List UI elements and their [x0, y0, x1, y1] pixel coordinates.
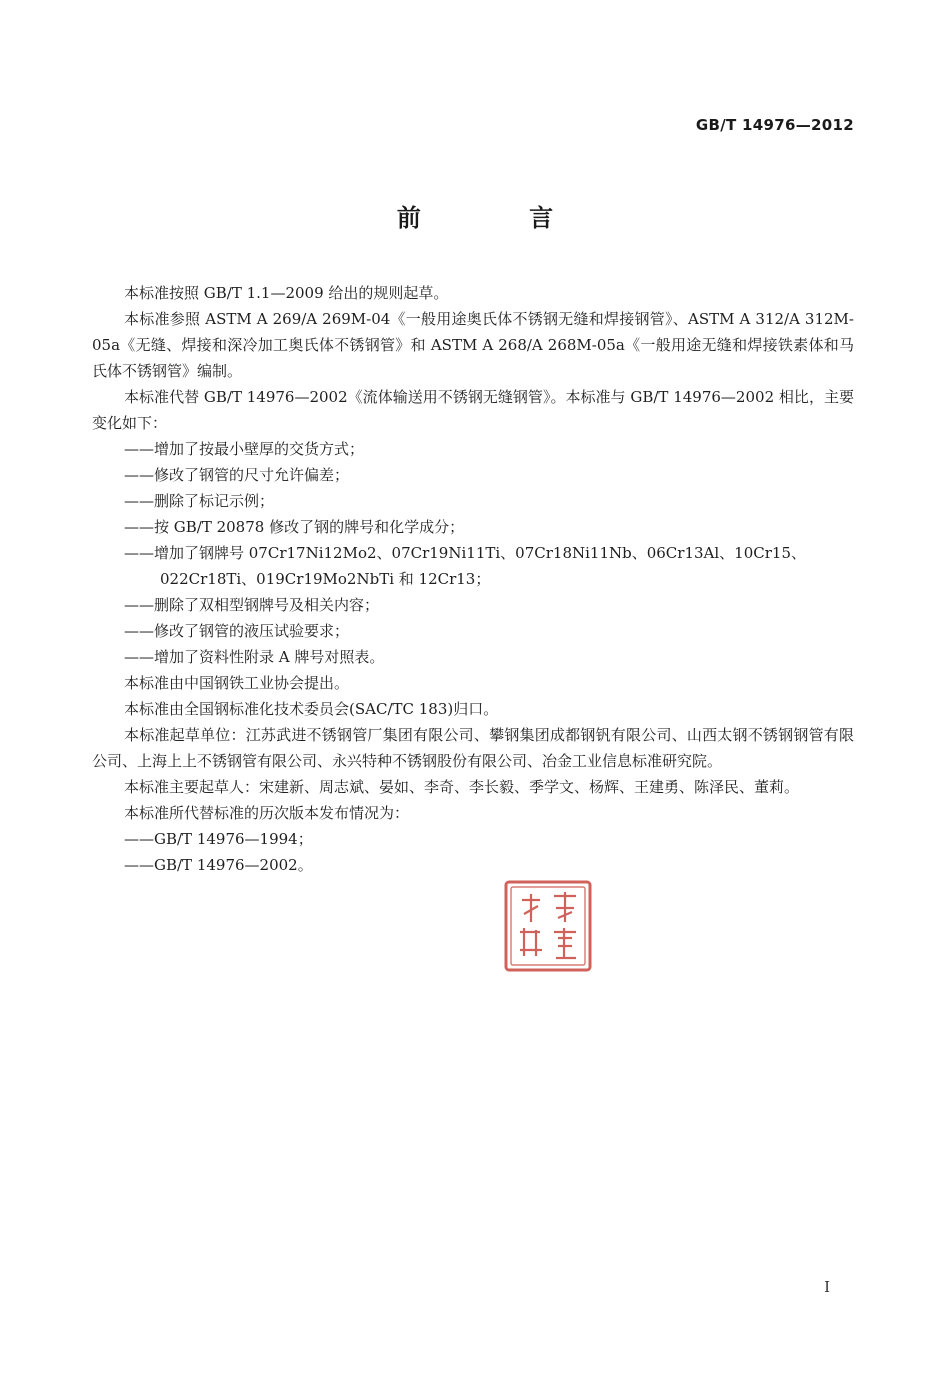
change-item: ——增加了钢牌号 07Cr17Ni12Mo2、07Cr19Ni11Ti、07Cr18Ni11Nb、06Cr13Al、10Cr15、022Cr18Ti、019Cr19Mo2NbTi 和 12Cr13；	[124, 544, 806, 588]
history-item: ——GB/T 14976—1994；	[124, 830, 313, 848]
history-item: ——GB/T 14976—2002。	[124, 856, 313, 874]
seal-glyph	[520, 928, 542, 956]
seal-glyph	[522, 894, 540, 922]
paragraph: 本标准起草单位：江苏武进不锈钢管厂集团有限公司、攀钢集团成都钢钒有限公司、山西太钢不锈钢钢管有限公司、上海上上不锈钢管有限公司、永兴特种不锈钢股份有限公司、冶金工业信息标准研究院。	[92, 726, 854, 770]
paragraph: 本标准按照 GB/T 1.1—2009 给出的规则起草。	[124, 284, 449, 302]
page-title: 前 言	[396, 204, 604, 232]
paragraph: 本标准由中国钢铁工业协会提出。	[124, 674, 350, 692]
change-item: ——删除了双相型钢牌号及相关内容；	[124, 596, 380, 614]
change-item: ——按 GB/T 20878 修改了钢的牌号和化学成分；	[124, 518, 465, 536]
paragraph: 本标准参照 ASTM A 269/A 269M-04《一般用途奥氏体不锈钢无缝和焊接钢管》、ASTM A 312/A 312M-05a《无缝、焊接和深冷加工奥氏体不锈钢管》和 ASTM A 268/A 268M-05a《一般用途无缝和焊接铁素体和马氏体不锈钢管》编制。	[92, 310, 854, 380]
page-number: I	[824, 1278, 830, 1296]
seal-border	[506, 882, 590, 970]
paragraph: 本标准由全国钢标准化技术委员会(SAC/TC 183)归口。	[124, 700, 499, 718]
standard-code: GB/T 14976—2012	[695, 116, 854, 134]
change-item: ——增加了按最小壁厚的交货方式；	[124, 440, 365, 458]
preface-body	[92, 280, 854, 878]
seal-inner-border	[511, 887, 585, 965]
change-item: ——修改了钢管的尺寸允许偏差；	[124, 466, 350, 484]
official-seal-stamp	[502, 878, 594, 974]
seal-glyph	[554, 928, 576, 958]
seal-glyph	[554, 892, 576, 922]
change-item: ——删除了标记示例；	[124, 492, 275, 510]
change-item: ——增加了资料性附录 A 牌号对照表。	[124, 648, 385, 666]
change-item: ——修改了钢管的液压试验要求；	[124, 622, 350, 640]
paragraph: 本标准主要起草人：宋建新、周志斌、晏如、李奇、李长毅、季学文、杨辉、王建勇、陈泽民、董莉。	[124, 778, 800, 796]
paragraph: 本标准所代替标准的历次版本发布情况为：	[124, 804, 410, 822]
paragraph: 本标准代替 GB/T 14976—2002《流体输送用不锈钢无缝钢管》。本标准与 GB/T 14976—2002 相比，主要变化如下：	[92, 388, 854, 432]
